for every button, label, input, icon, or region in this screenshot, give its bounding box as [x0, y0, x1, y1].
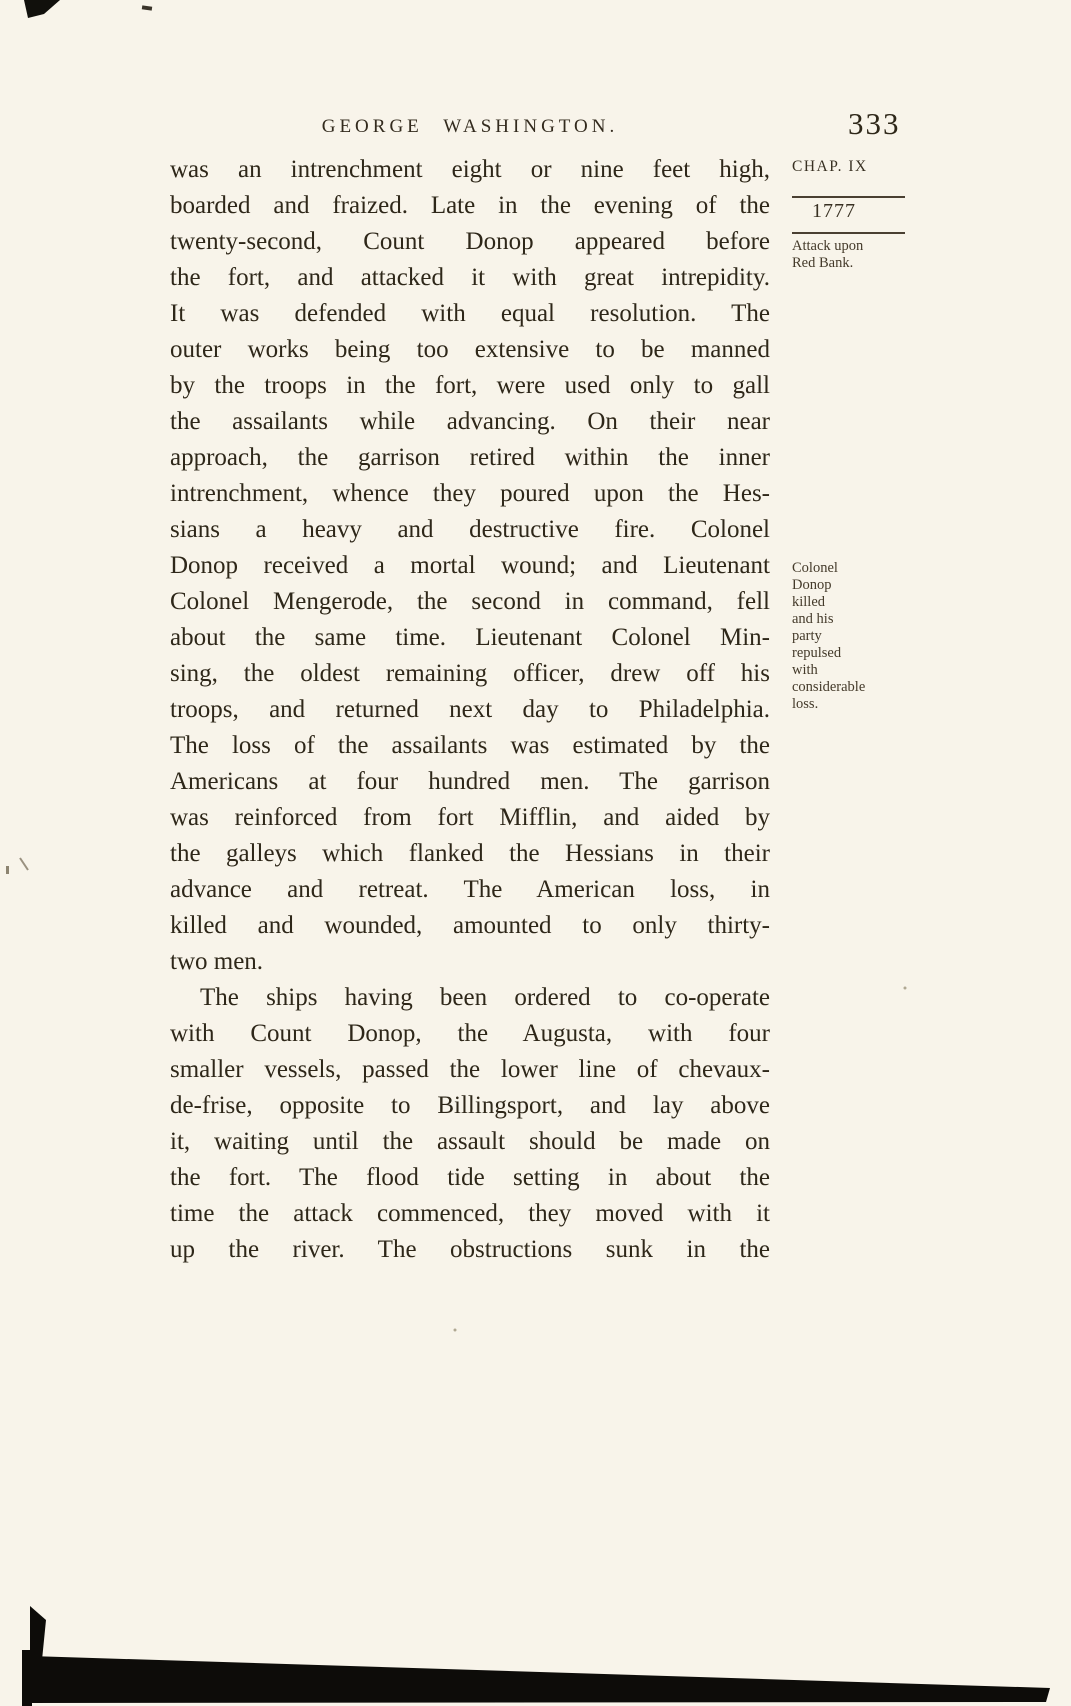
text-line: with: [792, 662, 818, 678]
running-header: [170, 106, 901, 148]
text-line: sing, the oldest remaining officer, drew off his: [170, 660, 770, 687]
text-line: The ships having been ordered to co-operate: [200, 984, 770, 1011]
text-line: boarded and fraized. Late in the evening of the: [170, 192, 770, 219]
text-line: It was defended with equal resolution. The: [170, 300, 770, 327]
text-line: Colonel Mengerode, the second in command, fell: [170, 588, 770, 615]
text-line: about the same time. Lieutenant Colonel Min-: [170, 624, 770, 651]
scan-speck: [6, 866, 9, 874]
text-line: de-frise, opposite to Billingsport, and lay above: [170, 1092, 770, 1119]
sidenote-rule: [792, 196, 905, 198]
scan-artifact-top-left: [24, 0, 60, 18]
text-line: considerable: [792, 679, 866, 695]
text-line: was reinforced from fort Mifflin, and aided by: [170, 804, 770, 831]
text-line: outer works being too extensive to be manned: [170, 336, 770, 363]
text-line: troops, and returned next day to Philadelphia.: [170, 696, 770, 723]
text-line: the assailants while advancing. On their near: [170, 408, 770, 435]
text-line: with Count Donop, the Augusta, with four: [170, 1020, 770, 1047]
text-line: the fort. The flood tide setting in about the: [170, 1164, 770, 1191]
text-line: time the attack commenced, they moved with it: [170, 1200, 770, 1227]
running-title: GEORGE WASHINGTON.: [321, 116, 619, 137]
text-line: was an intrenchment eight or nine feet high,: [170, 156, 770, 183]
text-line: killed and wounded, amounted to only thirty-: [170, 912, 770, 939]
text-line: twenty-second, Count Donop appeared before: [170, 228, 770, 255]
text-line: repulsed: [792, 645, 842, 661]
paragraph-1: [170, 152, 770, 980]
scan-speck: [20, 858, 28, 870]
text-line: loss.: [792, 696, 819, 712]
scan-speck: [454, 1329, 457, 1332]
page-number: 333: [848, 106, 901, 141]
margin-notes-column: [792, 152, 927, 752]
scan-artifact-bottom-left-edge: [22, 1650, 32, 1706]
text-line: intrenchment, whence they poured upon the Hes-: [170, 480, 770, 507]
text-line: Red Bank.: [792, 255, 854, 271]
text-line: it, waiting until the assault should be made on: [170, 1128, 770, 1155]
scan-speck: [904, 987, 907, 990]
text-line: advance and retreat. The American loss, in: [170, 876, 770, 903]
text-line: sians a heavy and destructive fire. Colonel: [170, 516, 770, 543]
sidenote-rule: [792, 232, 905, 234]
scan-artifact-bottom-left-wedge: [30, 1606, 46, 1660]
text-line: by the troops in the fort, were used only to gall: [170, 372, 770, 399]
text-line: Attack upon: [792, 238, 864, 254]
text-line: Colonel: [792, 560, 838, 576]
year-label: 1777: [812, 200, 856, 222]
sidenote-attack-red-bank: [792, 238, 863, 272]
text-line: killed: [792, 594, 826, 610]
text-line: up the river. The obstructions sunk in the: [170, 1236, 770, 1263]
scan-artifact-top-dash: [142, 5, 152, 10]
scan-artifact-bottom-band: [30, 1656, 1050, 1703]
text-line: party: [792, 628, 822, 644]
sidenote-donop-killed: [792, 560, 865, 713]
text-line: Donop: [792, 577, 832, 593]
text-line: smaller vessels, passed the lower line of chevaux-: [170, 1056, 770, 1083]
text-line: two men.: [170, 948, 264, 975]
text-line: the fort, and attacked it with great intrepidity.: [170, 264, 770, 291]
paragraph-2: [170, 980, 770, 1268]
text-line: Americans at four hundred men. The garrison: [170, 768, 770, 795]
body-text: [170, 152, 770, 1268]
text-line: approach, the garrison retired within the inner: [170, 444, 770, 471]
text-line: The loss of the assailants was estimated by the: [170, 732, 770, 759]
chapter-label: CHAP. IX: [792, 158, 868, 175]
text-line: the galleys which flanked the Hessians in their: [170, 840, 770, 867]
text-line: and his: [792, 611, 834, 627]
text-line: Donop received a mortal wound; and Lieutenant: [170, 552, 770, 579]
